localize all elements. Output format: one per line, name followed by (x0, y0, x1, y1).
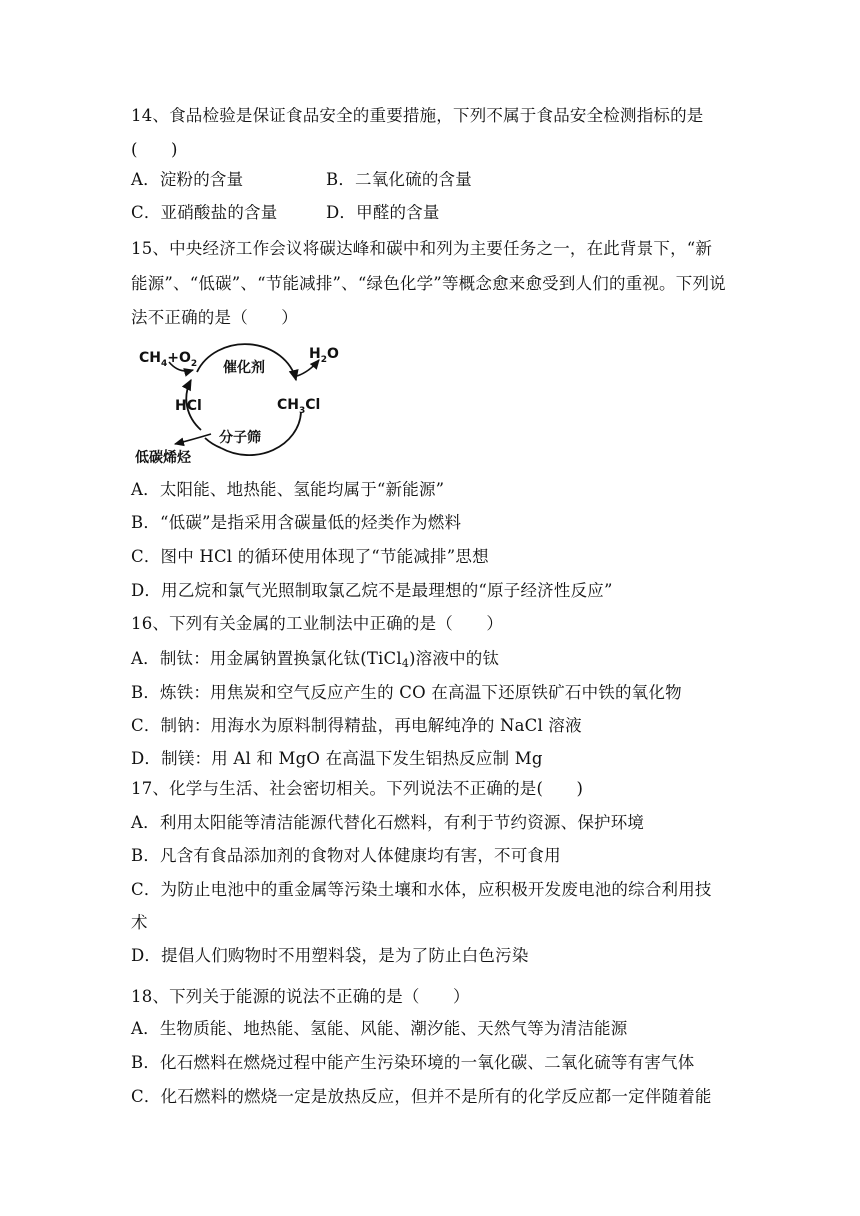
q18-stem: 18、下列关于能源的说法不正确的是（ ） (131, 987, 470, 1006)
q15-stem-line-3: 法不正确的是（ ） (131, 308, 298, 327)
q15-option-b: B．“低碳”是指采用含碳量低的烃类作为燃料 (131, 513, 462, 532)
q14-options-row-1 (131, 170, 243, 190)
q16-option-a: A．制钛：用金属钠置换氯化钛(TiCl$_4$)溶液中的钛 (131, 649, 500, 670)
q17-option-a: A．利用太阳能等清洁能源代替化石燃料，有利于节约资源、保护环境 (131, 813, 645, 832)
hcl-label: HCl (175, 398, 202, 414)
molecular-sieve-label: 分子筛 (219, 430, 261, 446)
low-carbon-olefins-label: 低碳烯烃 (135, 450, 191, 466)
q17-option-d: D．提倡人们购物时不用塑料袋，是为了防止白色污染 (131, 946, 529, 965)
q14-option-d: D．甲醛的含量 (326, 203, 440, 222)
q15-option-d: D．用乙烷和氯气光照制取氯乙烷不是最理想的“原子经济性反应” (131, 581, 613, 600)
q16-option-b: B．炼铁：用焦炭和空气反应产生的 CO 在高温下还原铁矿石中铁的氧化物 (131, 683, 682, 702)
hcl-cycle-diagram (131, 340, 351, 470)
q16-option-c: C．制钠：用海水为原料制得精盐，再电解纯净的 NaCl 溶液 (131, 716, 582, 735)
catalyst-label: 催化剂 (223, 360, 265, 376)
h2o-label: $H_2O$ (309, 346, 339, 365)
q17-option-b: B．凡含有食品添加剂的食物对人体健康均有害，不可食用 (131, 846, 561, 865)
q18-option-a: A．生物质能、地热能、氢能、风能、潮汐能、天然气等为清洁能源 (131, 1019, 628, 1038)
q15-stem-line-2: 能源”、“低碳”、“节能减排”、“绿色化学”等概念愈来愈受到人们的重视。下列说 (131, 274, 726, 293)
ch4-o2-label: $CH_4+O_2$ (139, 350, 198, 369)
q14-option-a: A．淀粉的含量 (131, 170, 244, 189)
q15-stem-line-1: 15、中央经济工作会议将碳达峰和碳中和列为主要任务之一，在此背景下，“新 (131, 239, 713, 258)
q15-option-a: A．太阳能、地热能、氢能均属于“新能源” (131, 480, 445, 499)
ch3cl-label: $CH_3Cl$ (277, 397, 321, 416)
q18-option-c: C．化石燃料的燃烧一定是放热反应，但并不是所有的化学反应都一定伴随着能 (131, 1087, 712, 1106)
q18-option-b: B．化石燃料在燃烧过程中能产生污染环境的一氧化碳、二氧化硫等有害气体 (131, 1053, 695, 1072)
q14-stem: 14、食品检验是保证食品安全的重要措施，下列不属于食品安全检测指标的是 (131, 106, 704, 125)
q16-stem: 16、下列有关金属的工业制法中正确的是（ ） (131, 614, 504, 633)
q14-option-b: B．二氧化硫的含量 (326, 170, 472, 189)
q17-stem: 17、化学与生活、社会密切相关。下列说法不正确的是( ) (131, 779, 584, 798)
q16-option-d: D．制镁：用 Al 和 MgO 在高温下发生铝热反应制 Mg (131, 749, 543, 768)
q17-option-c-line-1: C．为防止电池中的重金属等污染土壤和水体，应积极开发废电池的综合利用技 (131, 880, 712, 899)
q17-option-c-line-2: 术 (131, 913, 148, 932)
q14-answer-paren: ( ) (131, 140, 178, 159)
q15-option-c: C．图中 HCl 的循环使用体现了“节能减排”思想 (131, 547, 489, 566)
output-arrow (297, 360, 319, 376)
q14-option-c: C．亚硝酸盐的含量 (131, 203, 278, 222)
